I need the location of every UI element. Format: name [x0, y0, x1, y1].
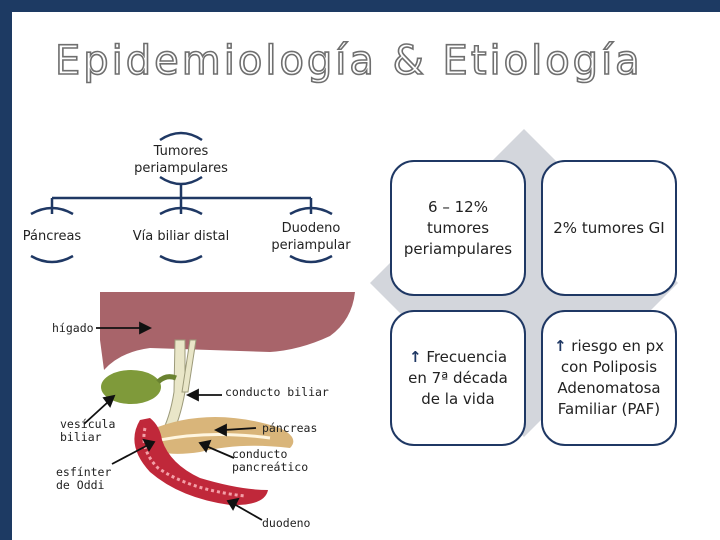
slide-title: Epidemiología & Etiología [55, 38, 643, 84]
tree-root-label: Tumores periampulares [134, 144, 228, 176]
tree-child-pancreas: Páncreas [22, 229, 82, 244]
label-pancreatic-duct: conducto pancreático [232, 447, 309, 474]
tree-child-biliary: Vía biliar distal [132, 229, 230, 244]
liver-shape [100, 292, 355, 370]
label-pancreas: páncreas [262, 421, 318, 435]
label-duodenum: duodeno [262, 516, 311, 530]
arrow-up-icon: ↑ [408, 347, 422, 366]
label-liver: hígado [52, 321, 94, 335]
fact-box-fap-text: riesgo en px con Poliposis Adenomatosa Familiar (PAF) [557, 337, 665, 418]
label-gallbladder: vesícula biliar [60, 417, 116, 444]
tree-child-duodenum: Duodeno periampular [271, 221, 351, 253]
label-sphincter: esfínter de Oddi [56, 465, 112, 492]
label-bile-duct: conducto biliar [225, 385, 329, 399]
fact-box-incidence-text: 6 – 12% tumores periampulares [403, 197, 513, 258]
fact-box-gi-tumors-text: 2% tumores GI [553, 218, 665, 237]
fact-box-age-text: Frecuencia en 7ª década de la vida [408, 347, 508, 408]
arrow-up-icon: ↑ [553, 337, 567, 355]
